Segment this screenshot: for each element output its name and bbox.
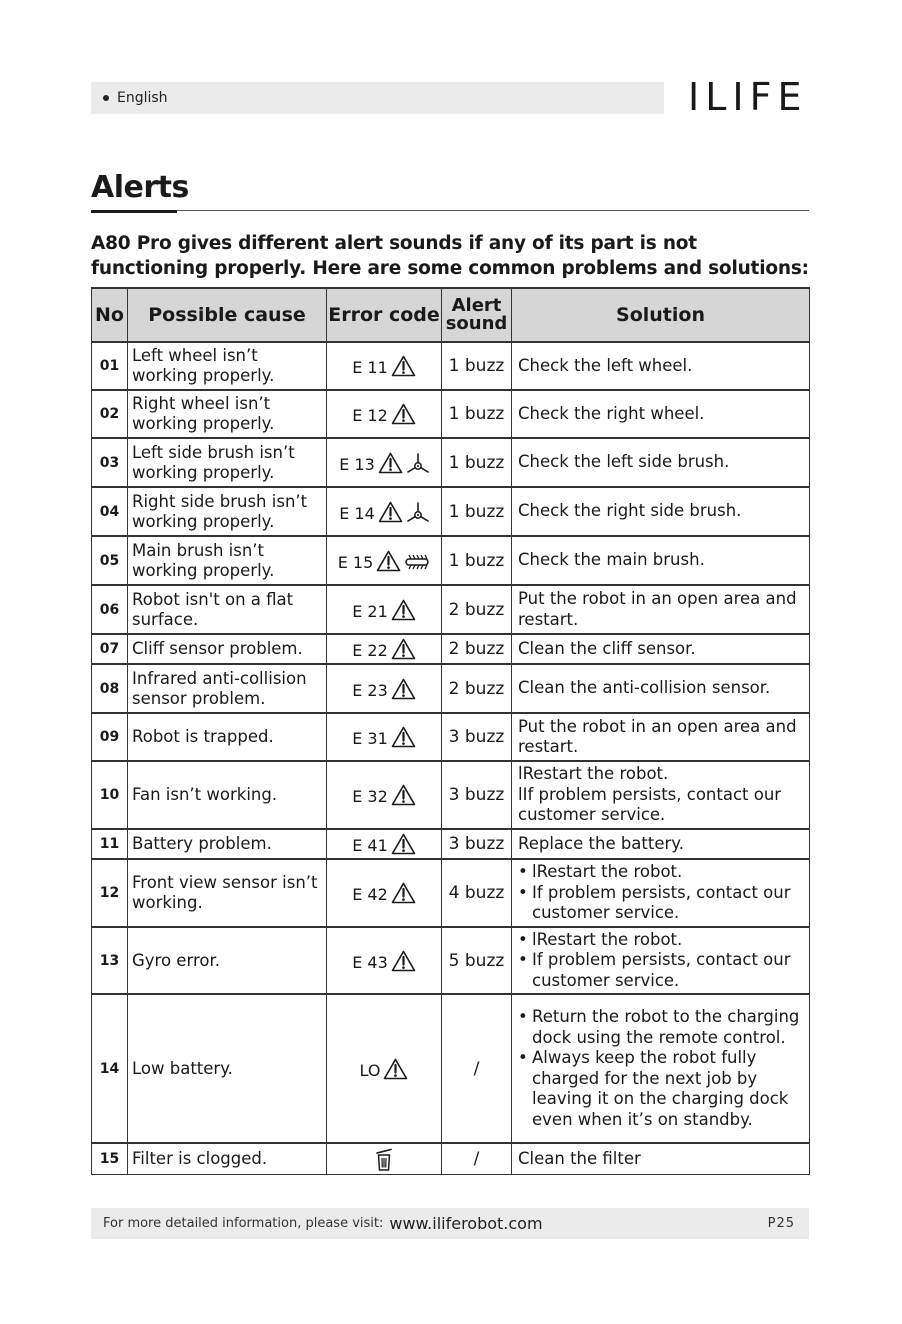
- solution-list: [518, 862, 809, 924]
- possible-cause: Main brush isn’t working properly.: [128, 536, 327, 585]
- error-code: [327, 390, 442, 438]
- solution-text: Check the main brush.: [518, 550, 705, 570]
- solution: [512, 536, 810, 585]
- warning-icon: [388, 602, 416, 621]
- footer-url[interactable]: www.iliferobot.com: [389, 1214, 543, 1233]
- row-number: 03: [92, 438, 128, 487]
- error-code-text: E 15: [337, 552, 374, 572]
- header-code: Error code: [327, 288, 442, 342]
- solution-item: • lRestart the robot.: [518, 862, 809, 883]
- error-code: [327, 585, 442, 634]
- alert-sound: 3 buzz: [442, 829, 512, 859]
- solution: [512, 634, 810, 664]
- row-number: 05: [92, 536, 128, 585]
- possible-cause: Left wheel isn’t working properly.: [128, 342, 327, 390]
- error-code-text: E 13: [339, 454, 375, 474]
- language-bar: [91, 82, 664, 114]
- solution-item: • If problem persists, contact our customer service.: [518, 950, 809, 991]
- warning-icon: [380, 1061, 408, 1080]
- brand-logo: ILIFE: [688, 75, 808, 119]
- solution-item: • Return the robot to the charging dock using the remote control.: [518, 1007, 809, 1048]
- error-code: [327, 829, 442, 859]
- error-code: [327, 634, 442, 664]
- row-number: 09: [92, 713, 128, 761]
- alert-sound: 3 buzz: [442, 761, 512, 829]
- solution: [512, 342, 810, 390]
- table-row: [92, 634, 810, 664]
- header-cause: Possible cause: [128, 288, 327, 342]
- possible-cause: Robot is trapped.: [128, 713, 327, 761]
- header-no: No: [92, 288, 128, 342]
- error-code-text: LO: [359, 1060, 381, 1080]
- row-number: 04: [92, 487, 128, 536]
- row-number: 11: [92, 829, 128, 859]
- possible-cause: Infrared anti-collision sensor problem.: [128, 664, 327, 713]
- intro-text: A80 Pro gives different alert sounds if any of its part is not functioning properly. Here are some common problems and solutions:: [91, 233, 809, 279]
- table-row: [92, 664, 810, 713]
- error-code: [327, 859, 442, 927]
- error-code: [327, 761, 442, 829]
- table-header-row: [92, 288, 810, 342]
- alert-sound: 5 buzz: [442, 927, 512, 994]
- row-number: 13: [92, 927, 128, 994]
- solution-text: Clean the cliff sensor.: [518, 638, 696, 658]
- solution: [512, 664, 810, 713]
- warning-icon: [373, 553, 401, 572]
- alert-sound: 1 buzz: [442, 536, 512, 585]
- solution-text: Replace the battery.: [518, 833, 684, 853]
- error-code-text: E 22: [352, 641, 388, 660]
- warning-icon: [375, 455, 403, 474]
- table-row: [92, 487, 810, 536]
- warning-icon: [375, 504, 403, 523]
- alert-sound: 2 buzz: [442, 585, 512, 634]
- row-number: 07: [92, 634, 128, 664]
- possible-cause: Gyro error.: [128, 927, 327, 994]
- page-number: P25: [767, 1216, 795, 1231]
- possible-cause: Left side brush isn’t working properly.: [128, 438, 327, 487]
- alert-sound: 1 buzz: [442, 342, 512, 390]
- table-row: [92, 829, 810, 859]
- possible-cause: Right side brush isn’t working properly.: [128, 487, 327, 536]
- error-code: [327, 664, 442, 713]
- solution-item: • If problem persists, contact our customer service.: [518, 883, 809, 924]
- table-row: [92, 927, 810, 994]
- table-row: [92, 536, 810, 585]
- row-number: 02: [92, 390, 128, 438]
- error-code-text: E 43: [352, 952, 388, 972]
- error-code-text: E 31: [352, 729, 388, 748]
- side-brush-icon: [403, 455, 429, 474]
- solution: [512, 829, 810, 859]
- alert-sound: 1 buzz: [442, 438, 512, 487]
- row-number: 14: [92, 994, 128, 1143]
- solution: [512, 713, 810, 761]
- row-number: 08: [92, 664, 128, 713]
- solution: [512, 761, 810, 829]
- table-row: [92, 390, 810, 438]
- possible-cause: Battery problem.: [128, 829, 327, 859]
- error-code: [327, 438, 442, 487]
- table-row: [92, 761, 810, 829]
- warning-icon: [388, 681, 416, 700]
- solution-text: Check the right side brush.: [518, 501, 742, 521]
- table-row: [92, 994, 810, 1143]
- warning-icon: [388, 729, 416, 748]
- row-number: 15: [92, 1143, 128, 1174]
- error-code: [327, 713, 442, 761]
- solution-text: Check the left side brush.: [518, 452, 730, 472]
- table-row: [92, 713, 810, 761]
- title-underline: [91, 210, 177, 213]
- table-row: [92, 342, 810, 390]
- alert-sound: /: [442, 1143, 512, 1174]
- warning-icon: [388, 406, 416, 425]
- warning-icon: [388, 836, 416, 855]
- error-code: [327, 487, 442, 536]
- possible-cause: Right wheel isn’t working properly.: [128, 390, 327, 438]
- row-number: 10: [92, 761, 128, 829]
- error-code-text: E 42: [352, 885, 388, 904]
- main-brush-icon: [401, 553, 430, 572]
- side-brush-icon: [403, 504, 429, 523]
- error-code-text: E 12: [352, 406, 388, 425]
- solution-text: Clean the anti-collision sensor.: [518, 678, 771, 698]
- error-code: [327, 1143, 442, 1174]
- possible-cause: Cliff sensor problem.: [128, 634, 327, 664]
- error-code-text: E 14: [339, 503, 375, 523]
- solution-list: [518, 1007, 809, 1130]
- table-body: [92, 342, 810, 1174]
- alert-sound: 2 buzz: [442, 664, 512, 713]
- solution: [512, 1143, 810, 1174]
- solution: [512, 390, 810, 438]
- header-solution: Solution: [512, 288, 810, 342]
- title-rule: [91, 210, 809, 211]
- bullet-icon: [103, 95, 109, 101]
- page-title: Alerts: [91, 170, 189, 205]
- alert-sound: 1 buzz: [442, 487, 512, 536]
- row-number: 12: [92, 859, 128, 927]
- solution-text: Check the left wheel.: [518, 355, 693, 375]
- footer-label: For more detailed information, please visit:: [103, 1216, 384, 1231]
- solution: [512, 994, 810, 1143]
- alert-sound: 2 buzz: [442, 634, 512, 664]
- error-code-text: E 23: [352, 680, 388, 700]
- warning-icon: [388, 885, 416, 904]
- footer-bar: [91, 1208, 809, 1239]
- solution: [512, 859, 810, 927]
- solution-text: Clean the filter: [518, 1148, 641, 1168]
- solution: [512, 927, 810, 994]
- solution-text: Put the robot in an open area and restart.: [518, 716, 797, 756]
- error-code-text: E 41: [352, 836, 388, 855]
- dust-bin-icon: [374, 1151, 394, 1170]
- row-number: 06: [92, 585, 128, 634]
- solution-text: Put the robot in an open area and restart.: [518, 589, 797, 629]
- solution-item: • Always keep the robot fully charged for the next job by leaving it on the charging dock even when it’s on standby.: [518, 1048, 809, 1130]
- table-row: [92, 585, 810, 634]
- error-code: [327, 927, 442, 994]
- alert-sound: 3 buzz: [442, 713, 512, 761]
- row-number: 01: [92, 342, 128, 390]
- solution-text: lRestart the robot.: [518, 764, 669, 784]
- solution: [512, 487, 810, 536]
- table-row: [92, 1143, 810, 1174]
- warning-icon: [388, 953, 416, 972]
- error-code-text: E 32: [352, 787, 388, 806]
- alert-sound: /: [442, 994, 512, 1143]
- alerts-table: [91, 287, 810, 1175]
- possible-cause: Fan isn’t working.: [128, 761, 327, 829]
- error-code: [327, 536, 442, 585]
- error-code-text: E 21: [352, 601, 388, 621]
- solution-item: • lRestart the robot.: [518, 930, 809, 951]
- warning-icon: [388, 787, 416, 806]
- possible-cause: Front view sensor isn’t working.: [128, 859, 327, 927]
- warning-icon: [388, 641, 416, 660]
- error-code: [327, 994, 442, 1143]
- table-row: [92, 438, 810, 487]
- header-sound: Alert sound: [442, 288, 512, 342]
- possible-cause: Low battery.: [128, 994, 327, 1143]
- possible-cause: Robot isn't on a flat surface.: [128, 585, 327, 634]
- table-row: [92, 859, 810, 927]
- solution-text: Check the right wheel.: [518, 403, 705, 423]
- error-code: [327, 342, 442, 390]
- alert-sound: 1 buzz: [442, 390, 512, 438]
- solution: [512, 438, 810, 487]
- alert-sound: 4 buzz: [442, 859, 512, 927]
- solution-text: lIf problem persists, contact our customer service.: [518, 784, 782, 825]
- solution: [512, 585, 810, 634]
- language-label: English: [117, 90, 168, 106]
- error-code-text: E 11: [352, 358, 388, 377]
- warning-icon: [388, 358, 416, 377]
- possible-cause: Filter is clogged.: [128, 1143, 327, 1174]
- solution-list: [518, 930, 809, 992]
